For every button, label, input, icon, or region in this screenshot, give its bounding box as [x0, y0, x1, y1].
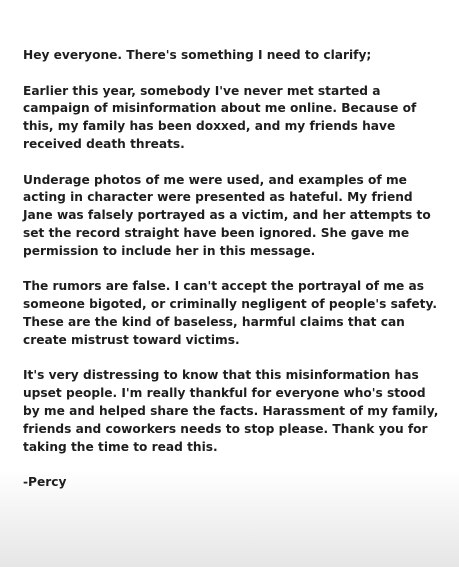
statement-text-block: [23, 47, 443, 510]
signature: -Percy: [23, 475, 67, 490]
paragraph-misinformation: Earlier this year, somebody I've never met started a campaign of misinformation about me online. Because of this, my family has been doxxed, and my friends have received death threats.: [23, 83, 417, 151]
paragraph-rumors: The rumors are false. I can't accept the portrayal of me as someone bigoted, or criminally negligent of people's safety. These are the kind of baseless, harmful claims that can create mistrust toward victims.: [23, 279, 437, 347]
paragraph-photos: Underage photos of me were used, and examples of me acting in character were presented as hateful. My friend Jane was falsely portrayed as a victim, and her attempts to set the record straight have been ignored. She gave me permission to include her in this message.: [23, 172, 431, 258]
greeting-line: Hey everyone. There's something I need to clarify;: [23, 48, 372, 62]
paragraph-thanks: It's very distressing to know that this misinformation has upset people. I'm really thankful for everyone who's stood by me and helped share the facts. Harassment of my family, friends and coworkers needs to stop please. Thank you for taking the time to read this.: [23, 368, 439, 454]
